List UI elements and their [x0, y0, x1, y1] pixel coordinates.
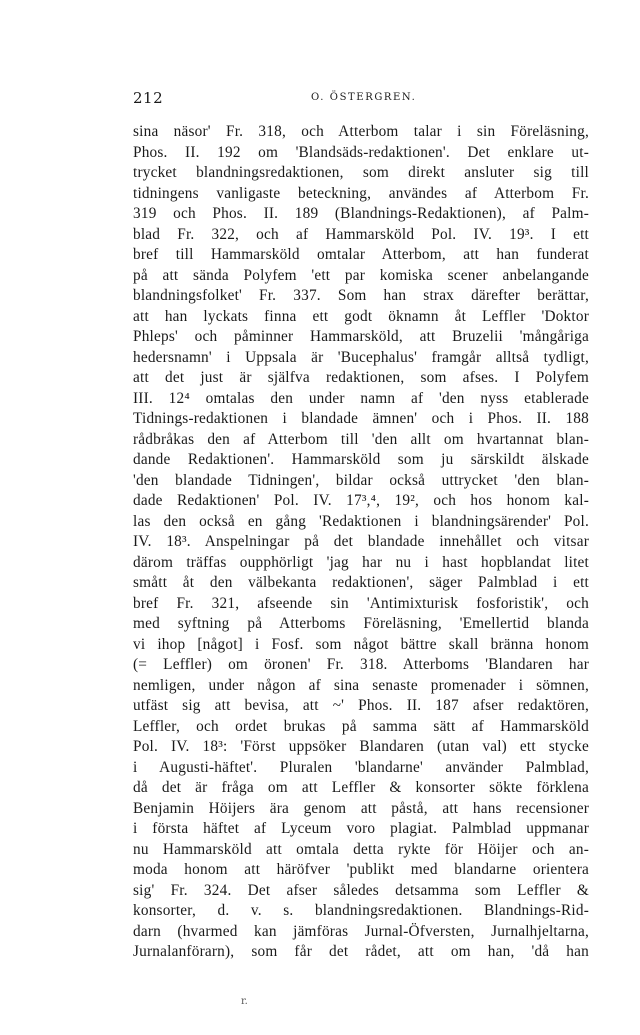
- text-line: dade Redaktionen' Pol. IV. 17³,⁴, 19², och hos honom kal-: [133, 492, 589, 509]
- text-line: 319 och Phos. II. 189 (Blandnings-Redaktionen), af Palm-: [133, 205, 589, 222]
- text-line: vi ihop [något] i Fosf. som något bättre skall bränna honom: [133, 635, 589, 653]
- text-line: med syftning på Atterboms Föreläsning, 'Emellertid blanda: [133, 615, 589, 632]
- text-line: att han lyckats finna ett godt öknamn åt Leffler 'Doktor: [133, 307, 589, 325]
- page-number: 212: [133, 89, 164, 107]
- text-line: blandningsfolket' Fr. 337. Som han strax därefter berättar,: [133, 287, 589, 304]
- text-line: rådbråkas den af Atterbom till 'den allt om hvartannat blan-: [133, 430, 589, 448]
- text-line: nemligen, under någon af sina senaste promenader i sömnen,: [133, 676, 589, 694]
- text-line: moda honom att häröfver 'publikt med blandarne orientera: [133, 861, 589, 878]
- text-line: Tidnings-redaktionen i blandade ämnen' och i Phos. II. 188: [133, 410, 589, 427]
- text-line: trycket blandningsredaktionen, som direkt ansluter sig till: [133, 164, 589, 181]
- body-paragraph: [133, 122, 589, 963]
- text-line: Pol. IV. 18³: 'Först uppsöker Blandaren (utan val) ett stycke: [133, 738, 589, 755]
- running-head: [133, 89, 589, 109]
- text-line: därom träffas oupphörligt 'jag har nu i hast hopblandat litet: [133, 553, 589, 571]
- text-line: bref Fr. 321, afseende sin 'Antimixturisk fosforistik', och: [133, 594, 589, 612]
- text-line: tidningens vanligaste beteckning, användes af Atterbom Fr.: [133, 184, 589, 202]
- text-line: 'den blandade Tidningen', bildar också uttrycket 'den blan-: [133, 471, 589, 489]
- text-line: blad Fr. 322, och af Hammarsköld Pol. IV. 19³. I ett: [133, 225, 589, 243]
- footer-mark: r.: [241, 996, 248, 1007]
- text-line: Leffler, och ordet brukas på samma sätt af Hammarsköld: [133, 717, 589, 735]
- running-title: O. ÖSTERGREN.: [311, 92, 417, 103]
- text-line: i Augusti-häftet'. Pluralen 'blandarne' använder Palmblad,: [133, 758, 589, 776]
- text-line: IV. 18³. Anspelningar på det blandade innehållet och vitsar: [133, 533, 589, 550]
- text-line: bref till Hammarsköld omtalar Atterbom, att han funderat: [133, 246, 589, 263]
- text-line: i första häftet af Lyceum voro plagiat. Palmblad uppmanar: [133, 820, 589, 837]
- text-line: Jurnalanförarn), som får det rådet, att om han, 'då han: [133, 943, 589, 960]
- text-line: Benjamin Höijers ära genom att påstå, att hans recensioner: [133, 799, 589, 817]
- text-line: hedersnamn' i Uppsala är 'Bucephalus' framgår alltså tydligt,: [133, 348, 589, 366]
- text-line: Phleps' och påminner Hammarsköld, att Bruzelii 'mångåriga: [133, 328, 589, 345]
- text-line: III. 12⁴ omtalas den under namn af 'den nyss etablerade: [133, 389, 589, 407]
- text-line: las den också en gång 'Redaktionen i blandningsärender' Pol.: [133, 512, 589, 530]
- text-line: utfäst sig att bevisa, att ~' Phos. II. 187 afser redaktören,: [133, 697, 589, 714]
- text-line: då det är fråga om att Leffler & konsorter sökte förklena: [133, 779, 589, 796]
- text-line: att det just är själfva redaktionen, som afses. I Polyfem: [133, 369, 589, 386]
- text-line: på att sända Polyfem 'ett par komiska scener anbelangande: [133, 266, 589, 284]
- text-line: sig' Fr. 324. Det afser således detsamma som Leffler &: [133, 881, 589, 899]
- text-line: darn (hvarmed kan jämföras Jurnal-Öfversten, Jurnalhjeltarna,: [133, 922, 589, 940]
- text-line: nu Hammarsköld att omtala detta rykte för Höijer och an-: [133, 840, 589, 858]
- text-line: smått åt den välbekanta redaktionen', säger Palmblad i ett: [133, 574, 589, 591]
- text-line: Phos. II. 192 om 'Blandsäds-redaktionen'. Det enklare ut-: [133, 143, 589, 161]
- text-line: sina näsor' Fr. 318, och Atterbom talar i sin Föreläsning,: [133, 123, 589, 140]
- text-line: dande Redaktionen'. Hammarsköld som ju särskildt älskade: [133, 451, 589, 468]
- text-line: konsorter, d. v. s. blandningsredaktionen. Blandnings-Rid-: [133, 902, 589, 919]
- text-line: (= Leffler) om öronen' Fr. 318. Atterboms 'Blandaren har: [133, 656, 589, 673]
